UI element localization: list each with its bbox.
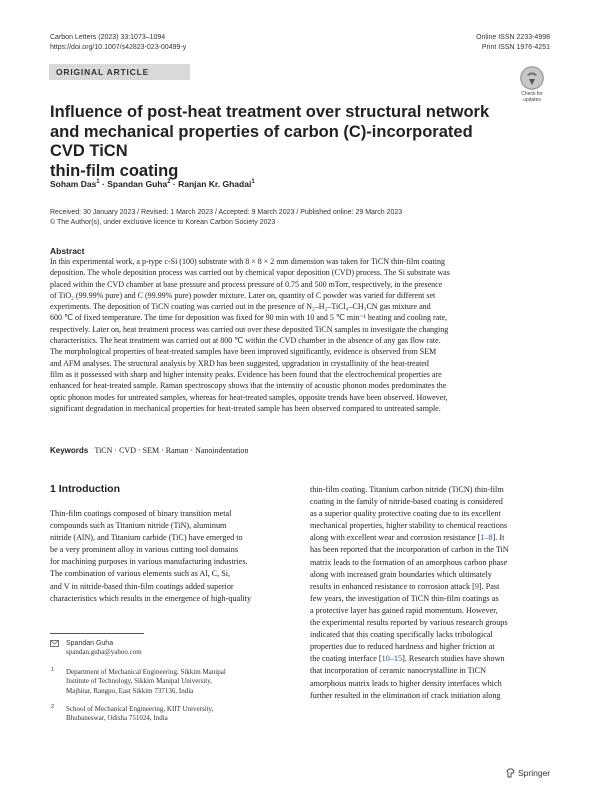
corresponding-email[interactable]: spandan.guha@yahoo.com [66,648,142,657]
affiliation-line: Institute of Technology, Sikkim Manipal University, [66,677,213,686]
doi-link[interactable]: https://doi.org/10.1007/s42823-023-00499-y [50,44,187,51]
body-line: few years, the investigation of TiCN thin-film coatings as [310,593,499,603]
affiliation-1 [50,668,226,696]
body-line: that incorporation of ceramic nanocrystalline in TiCN [310,666,486,676]
dates-line: Received: 30 January 2023 / Revised: 1 March 2023 / Accepted: 9 March 2023 / Published online: 29 March 2023 [50,209,403,216]
intro-column-right [310,484,552,702]
body-line: as a superior quality protective coating due to its excellent [310,509,501,519]
publisher-name: Springer [518,768,551,778]
body-line: results in enhanced resistance to corrosion attack [9]. Past [310,581,500,591]
body-line: thin-film coating. Titanium carbon nitride (TiCN) thin-film [310,485,504,494]
abstract-line: placed within the CVD chamber at base pressure and process pressure of 0.75 and 500 mTorr, respectively, in the presence [50,279,443,289]
abstract-line: respectively. Later on, heat treatment process was carried out over these deposited TiCN samples to investigate the changing [50,324,449,334]
abstract-line: and AFM analyses. The structural analysis by XRD has been suggested, upgradation in crystallinity of the heat-treated [50,358,429,368]
envelope-icon [50,640,59,650]
abstract-line: 600 ℃ of fixed temperature. The time for deposition was fixed for 90 min with 10 and 5 ℃ min⁻¹ heating and cooling rate, [50,313,448,323]
article-title [50,103,500,181]
body-line: matrix leads to the formation of an amorphous carbon phase [310,557,508,567]
author-name[interactable]: Ranjan Kr. Ghadai [178,179,252,189]
body-line: be a very prominent alloy in various cutting tool domains [50,545,239,555]
author-affiliation: 2 [167,179,171,186]
author-separator: · [99,179,108,189]
title-line: and mechanical properties of carbon (C)-incorporated CVD TiCN [50,122,473,160]
body-line: Thin-film coatings composed of binary transition metal [50,509,232,518]
affiliation-2 [50,705,213,724]
corresponding-name: Spandan Guha [66,640,114,647]
author-name[interactable]: Spandan Guha [107,179,168,189]
badge-label-1: Check for [521,91,543,97]
abstract-line: optic phonon modes for untreated samples, whereas for heat-treated samples, opposite trends have been observed. However, [50,392,448,402]
body-line: has been reported that the incorporation of carbon in the TiN [310,545,509,555]
abstract-line: The morphological properties of heat-treated samples have been improved significantly, evidence is observed from SEM [50,347,437,357]
affiliation-line: Bhubaneswar, Odisha 751024, India [66,714,168,723]
affiliation-line: Department of Mechanical Engineering, Sikkim Manipal [66,668,226,676]
body-line: the coating interface [10–15]. Research studies have shown [310,654,505,664]
body-line: along with increased grain boundaries which ultimately [310,569,492,579]
body-line: for machining purposes in various manufacturing industries. [50,557,248,567]
affiliation-line: School of Mechanical Engineering, KIIT University, [66,705,214,713]
section-heading: 1 Introduction [50,483,120,495]
title-line: thin-film coating [50,161,179,180]
footnote-divider [50,633,144,634]
body-line: indicated that this coating specifically lacks tribological [310,630,493,640]
badge-label-2: updates [523,97,541,103]
body-line: The combination of various elements such as Al, C, Si, [50,569,231,579]
body-line: the experimental results reported by various research groups [310,618,508,628]
article-type-label: ORIGINAL ARTICLE [49,64,190,80]
keywords-label: Keywords [50,446,89,455]
body-line: nitride (AlN), and Titanium carbide (TiC) have emerged to [50,533,243,543]
affiliation-number: 2 [51,704,55,710]
author-affiliation: 1 [96,179,100,186]
author-affiliation: 1 [251,179,255,186]
abstract-line: film as it possessed with sharp and higher intensity peaks. Evidence has been found that the electrochemical properties are [50,369,442,379]
keywords-list: TiCN · CVD · SEM · Raman · Nanoindentation [94,446,249,455]
author-separator: · [170,179,179,189]
copyright-line: © The Author(s), under exclusive licence to Korean Carbon Society 2023 [50,219,276,226]
journal-citation: Carbon Letters (2023) 33:1073–1094 [50,34,166,41]
body-line: coating in the family of nitride-based coating is considered [310,497,503,507]
affiliation-number: 1 [51,667,55,673]
author-list [50,179,255,189]
body-line: characteristics which results in the emergence of high-quality [50,593,252,603]
body-line: and V in nitride-based thin-film coatings added superior [50,581,234,591]
abstract-line: significant degradation in mechanical properties for heat-treated sample has been observed compared to untreated sample. [50,403,441,413]
keywords [50,446,248,455]
print-issn: Print ISSN 1976-4251 [481,44,550,51]
check-for-updates-badge[interactable] [512,66,552,103]
abstract-line: of TiO₂ (99.99% pure) and C (99.99% pure) powder mixture. Later on, quantity of C powder was varied for different set [50,290,436,300]
title-line: Influence of post-heat treatment over structural network [50,103,490,121]
crossmark-icon [520,66,544,90]
abstract-line: characteristics. The heat treatment was carried out at 800 ℃ within the CVD chamber in the absence of any gas flow rate. [50,336,441,346]
springer-horse-icon [506,768,515,780]
abstract-body [50,256,550,414]
abstract-line: experiments. The deposition of TiCN coating was carried out in the presence of N₂–H₂–TiCl₄–CH₃CN gas mixture and [50,302,431,312]
body-line: properties due to reduced hardness and higher friction at [310,642,495,652]
publisher-logo [506,768,550,780]
abstract-heading: Abstract [50,246,85,256]
body-line: compounds such as Titanium nitride (TiN), aluminum [50,521,227,531]
intro-column-left [50,508,292,605]
corresponding-author [50,639,142,658]
publication-dates [50,208,550,228]
affiliation-line: Majhitar, Rangpo, East Sikkim 737136, India [66,686,194,695]
body-line: along with excellent wear and corrosion resistance [1–8]. It [310,533,505,543]
body-line: amorphous matrix leads to higher density interfaces which [310,678,502,688]
abstract-line: enhanced for heat-treated sample. Raman spectroscopy shows that the intensity of acoustic phonon modes predominates the [50,381,447,391]
online-issn: Online ISSN 2233-4998 [476,34,550,41]
body-line: a protective layer has gained rapid momentum. However, [310,605,498,615]
body-line: further resulted in the elimination of crack initiation along [310,690,501,700]
abstract-line: In this experimental work, a p-type c-Si (100) substrate with 8 × 8 × 2 mm dimension was taken for TiCN thin-film coating [50,257,445,266]
body-line: mechanical properties, higher stability to chemical reactions [310,521,508,531]
abstract-line: deposition. The whole deposition process was carried out by chemical vapor deposition (CVD) process. The Si substrate was [50,268,450,278]
author-name[interactable]: Soham Das [50,179,97,189]
